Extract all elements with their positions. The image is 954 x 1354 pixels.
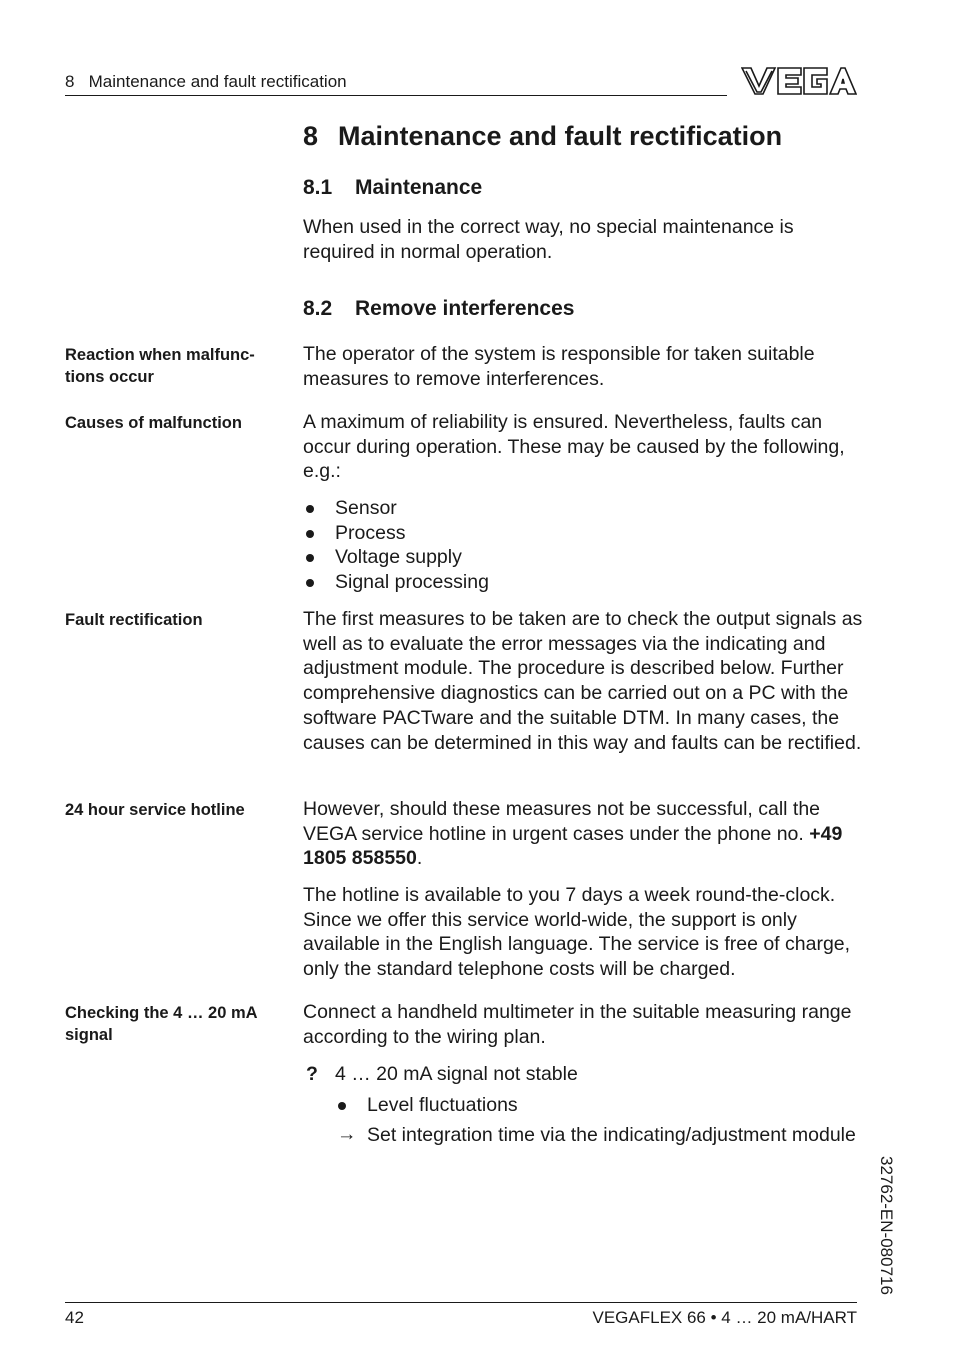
list-item: Process <box>303 521 489 546</box>
bullet-icon <box>306 530 314 538</box>
maintenance-text: When used in the correct way, no special maintenance is required in normal operation. <box>303 216 794 263</box>
troubleshooting-item <box>303 1062 863 1148</box>
list-item: Sensor <box>303 496 489 521</box>
bullet-icon <box>306 505 314 513</box>
section-number: 8.1 <box>303 176 333 199</box>
margin-label-fault: Fault rectification <box>65 611 203 629</box>
reaction-text: The operator of the system is responsible for taken suitable measures to remove interferences. <box>303 343 815 390</box>
section-heading-maintenance <box>303 176 482 200</box>
section-number: 8.2 <box>303 297 333 320</box>
margin-label-reaction: Reaction when malfunc-tions occur <box>65 346 255 386</box>
causes-text: A maximum of reliability is ensured. Nevertheless, faults can occur during operation. These may be caused by the following, e.g.: <box>303 411 845 483</box>
fault-text: The first measures to be taken are to check the output signals as well as to evaluate the error messages via the indicating and adjustment module. The procedure is described below. Further comprehensive diagnostics can be carried out on a PC with the software PACTware and the suitable DTM. In many cases, the causes can be determined in this way and faults can be rectified. <box>303 608 863 754</box>
document-number-vertical: 32762-EN-080716 <box>877 1156 896 1295</box>
section-title: Maintenance <box>355 176 483 199</box>
remedy-line: → Set integration time via the indicating/adjustment module <box>337 1123 856 1147</box>
section-heading-interferences <box>303 297 574 321</box>
section-title: Remove interferences <box>355 297 575 320</box>
causes-list <box>303 496 489 595</box>
vega-logo <box>741 66 857 96</box>
bullet-icon <box>338 1102 346 1110</box>
list-item: Signal processing <box>303 570 489 595</box>
cause-line: Level fluctuations <box>303 1093 863 1118</box>
margin-label-checking: Checking the 4 … 20 mA signal <box>65 1004 257 1044</box>
bullet-icon <box>306 579 314 587</box>
list-item: Voltage supply <box>303 545 489 570</box>
page-number: 42 <box>65 1308 84 1327</box>
problem-line: ? 4 … 20 mA signal not stable <box>306 1063 578 1085</box>
chapter-title: Maintenance and fault rectification <box>338 121 783 151</box>
chapter-heading <box>303 121 782 152</box>
footer-product: VEGAFLEX 66 • 4 … 20 mA/HART <box>592 1308 857 1327</box>
footer-rule <box>65 1302 857 1303</box>
running-header: 8 Maintenance and fault rectification <box>65 72 347 91</box>
hotline-text: However, should these measures not be successful, call the VEGA service hotline in urgent cases under the phone no. +49 1805 858550. <box>303 798 843 870</box>
margin-label-hotline: 24 hour service hotline <box>65 801 245 819</box>
bullet-icon <box>306 554 314 562</box>
hotline-availability-text: The hotline is available to you 7 days a week round-the-clock. Since we offer this service world-wide, the support is only available in the English language. The service is free of charge, only the standard telephone costs will be charged. <box>303 884 851 981</box>
margin-label-causes: Causes of malfunction <box>65 414 242 432</box>
hotline-phone: +49 1805 858550 <box>303 822 843 870</box>
header-rule <box>65 95 727 96</box>
chapter-number: 8 <box>303 121 319 151</box>
question-mark-icon: ? <box>306 1063 318 1085</box>
checking-text: Connect a handheld multimeter in the suitable measuring range according to the wiring plan. <box>303 1001 852 1048</box>
arrow-right-icon: → <box>337 1123 357 1146</box>
